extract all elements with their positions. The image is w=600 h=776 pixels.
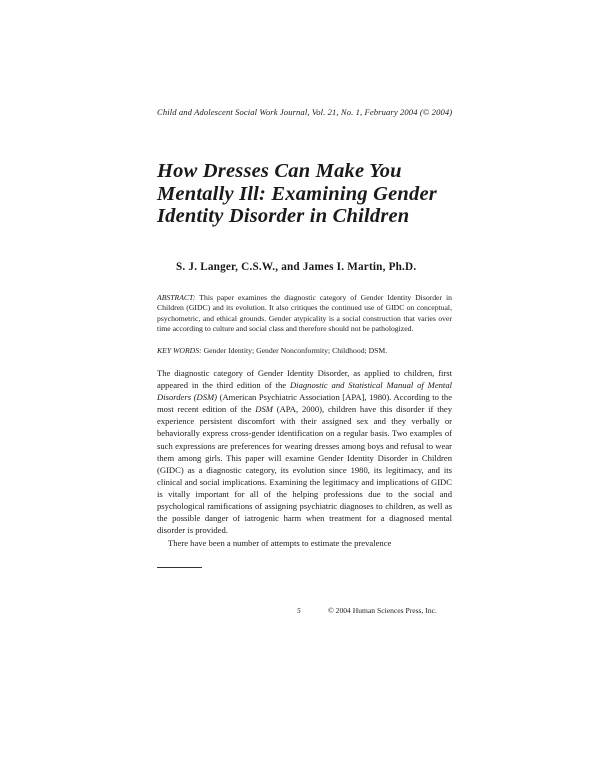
dsm-reference-short: DSM bbox=[255, 404, 273, 415]
body-p1-part-a: The diagnostic category of Gender Identity Disorder, as applied to children, first appeared in the third edition of the bbox=[157, 368, 452, 391]
footnote-divider bbox=[157, 567, 202, 568]
dsm-reference-full: Diagnostic and Statistical Manual of Mental Disorders (DSM) bbox=[157, 380, 453, 403]
abstract-label: ABSTRACT: bbox=[157, 293, 196, 302]
title-line-1: How Dresses Can Make You bbox=[157, 160, 402, 182]
keywords-label: KEY WORDS: bbox=[157, 346, 202, 355]
body-p1-part-b: (American Psychiatric Association [APA], 1980). According to the most recent edition of the bbox=[157, 392, 453, 415]
body-p1-part-c: (APA, 2000), children have this disorder if they experience persistent discomfort with their assigned sex and they verbally or behaviorally express cross-gender identification on a regular basis. Two examples of such expressions are preferences for wearing dresses among boys and refusal to wear them among girls. This paper will examine Gender Identity Disorder in Children (GIDC) as a diagnostic category, its evolution since 1980, its legitimacy, and its clinical and social implications. Examining the legitimacy and implications of GIDC is vitally important for all of the helping professions due to the social and psychological ramifications of assigning psychiatric diagnoses to children, as well as the possible danger of iatrogenic harm when treatment for a diagnosed mental disorder is provided. bbox=[157, 404, 452, 536]
body-text bbox=[157, 367, 452, 549]
keywords-text: Gender Identity; Gender Nonconformity; Childhood; DSM. bbox=[203, 346, 388, 355]
abstract-text: This paper examines the diagnostic category of Gender Identity Disorder in Children (GIDC) and its evolution. It also critiques the continued use of GIDC on conceptual, psychometric, and ethical grounds. Gender atypicality is a social construction that varies over time according to culture and social class and therefore should not be pathologized. bbox=[157, 293, 452, 333]
author-line: S. J. Langer, C.S.W., and James I. Martin, Ph.D. bbox=[176, 261, 417, 273]
journal-citation: Child and Adolescent Social Work Journal, Vol. 21, No. 1, February 2004 (© 2004) bbox=[157, 107, 453, 117]
body-paragraph-1 bbox=[157, 367, 452, 536]
copyright-notice: © 2004 Human Sciences Press, Inc. bbox=[328, 606, 437, 615]
abstract bbox=[157, 293, 452, 334]
paper-title bbox=[157, 160, 477, 228]
keywords bbox=[157, 346, 457, 356]
body-paragraph-2: There have been a number of attempts to estimate the prevalence bbox=[168, 538, 392, 549]
title-line-3: Identity Disorder in Children bbox=[157, 205, 410, 227]
page-number: 5 bbox=[297, 606, 301, 615]
title-line-2: Mentally Ill: Examining Gender bbox=[157, 182, 437, 205]
